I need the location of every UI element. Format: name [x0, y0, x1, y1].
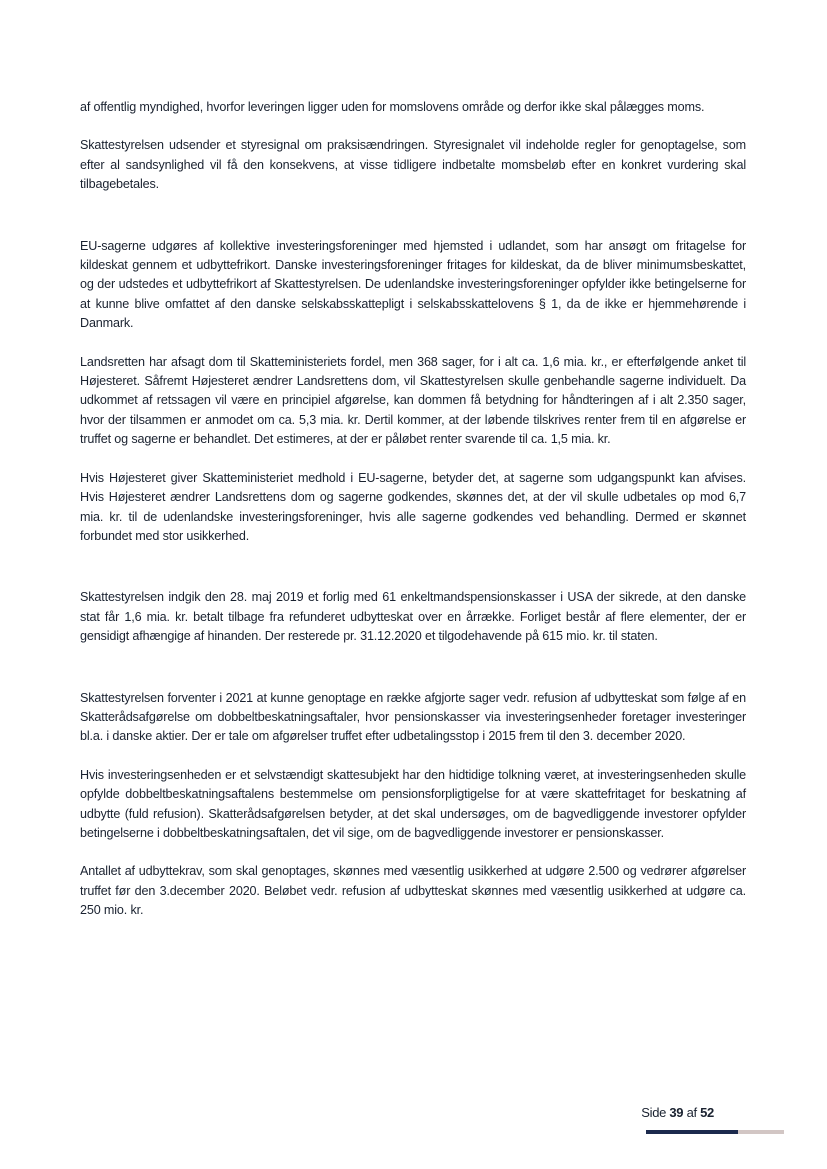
- paragraph-6: Skattestyrelsen indgik den 28. maj 2019 et forlig med 61 enkeltmandspensionskasser i USA der sikrede, at den danske stat får 1,6 mia. kr. betalt tilbage fra refunderet udbytteskat over en årrække. Forliget består af flere elementer, der er gensidigt afhængige af hinanden. Der resterede pr. 31.12.2020 et tilgodehavende på 615 mio. kr. til staten.: [80, 590, 746, 644]
- footer-bar-dark: [646, 1130, 738, 1134]
- current-page: 39: [669, 1105, 684, 1120]
- document-body: [80, 98, 746, 940]
- paragraph-4: Landsretten har afsagt dom til Skatteministeriets fordel, men 368 sager, for i alt ca. 1,6 mia. kr., er efterfølgende anket til Højesteret. Såfremt Højesteret ændrer Landsrettens dom, vil Skattestyrelsen skulle genbehandle sagerne individuelt. Da udkommet af retssagen vil være en principiel afgørelse, kan dommen få betydning for håndteringen af i alt 2.350 sager, hvor der tilsammen er anmodet om ca. 5,3 mia. kr. Dertil kommer, at der løbende tilskrives renter frem til en afgørelse er truffet og sagerne er behandlet. Det estimeres, at der er påløbet renter svarende til ca. 1,5 mia. kr.: [80, 354, 746, 447]
- total-pages: 52: [700, 1105, 714, 1120]
- paragraph-1: af offentlig myndighed, hvorfor leveringen ligger uden for momslovens område og derfor ikke skal pålægges moms.: [80, 100, 705, 114]
- footer-bar-light: [738, 1130, 784, 1134]
- paragraph-7: Skattestyrelsen forventer i 2021 at kunne genoptage en række afgjorte sager vedr. refusion af udbytteskat som følge af en Skatterådsafgørelse om dobbeltbeskatningsaftaler, hvor pensionskasser via investeringsenheder foretager investeringer bl.a. i danske aktier. Der er tale om afgørelser truffet efter udbetalingsstop i 2015 frem til den 3. december 2020.: [80, 690, 746, 744]
- paragraph-5: Hvis Højesteret giver Skatteministeriet medhold i EU-sagerne, betyder det, at sagerne som udgangspunkt kan afvises. Hvis Højesteret ændrer Landsrettens dom og sagerne godkendes, skønnes det, at der vil skulle udbetales op mod 6,7 mia. kr. til de udenlandske investeringsforeninger, hvis alle sagerne godkendes ved behandling. Dermed er skønnet forbundet med stor usikkerhed.: [80, 470, 746, 543]
- paragraph-3: EU-sagerne udgøres af kollektive investeringsforeninger med hjemsted i udlandet, som har ansøgt om fritagelse for kildeskat gennem et udbyttefrikort. Danske investeringsforeninger fritages for kildeskat, da de bliver minimumsbeskattet, og der udstedes et udbyttefrikort af Skattestyrelsen. De udenlandske investeringsforeninger opfylder ikke betingelserne for at kunne blive omfattet af den danske selskabsskattepligt i selskabsskattelovens § 1, da de ikke er hjemmehørende i Danmark.: [80, 238, 746, 331]
- page-number: [641, 1105, 714, 1120]
- paragraph-2: Skattestyrelsen udsender et styresignal om praksisændringen. Styresignalet vil indeholde regler for genoptagelse, som efter al sandsynlighed vil få den konsekvens, at visse tidligere indbetalte momsbeløb efter en konkret vurdering skal tilbagebetales.: [80, 138, 746, 192]
- paragraph-9: Antallet af udbyttekrav, som skal genoptages, skønnes med væsentlig usikkerhed at udgøre 2.500 og vedrører afgørelser truffet før den 3.december 2020. Beløbet vedr. refusion af udbytteskat skønnes med væsentlig usikkerhed at udgøre ca. 250 mio. kr.: [80, 864, 746, 918]
- page-prefix: Side: [641, 1105, 667, 1120]
- paragraph-8: Hvis investeringsenheden er et selvstændigt skattesubjekt har den hidtidige tolkning været, at investeringsenheden skulle opfylde dobbeltbeskatningsaftalens bestemmelse om pensionsforpligtigelse for at være skattefritaget for beskatning af udbytte (fuld refusion). Skatterådsafgørelsen betyder, at det skal undersøges, om de bagvedliggende investorer opfylder betingelserne i dobbeltbeskatningsaftalen, det vil sige, om de bagvedliggende investorer er pensionskasser.: [80, 767, 746, 840]
- page-separator: af: [686, 1105, 697, 1120]
